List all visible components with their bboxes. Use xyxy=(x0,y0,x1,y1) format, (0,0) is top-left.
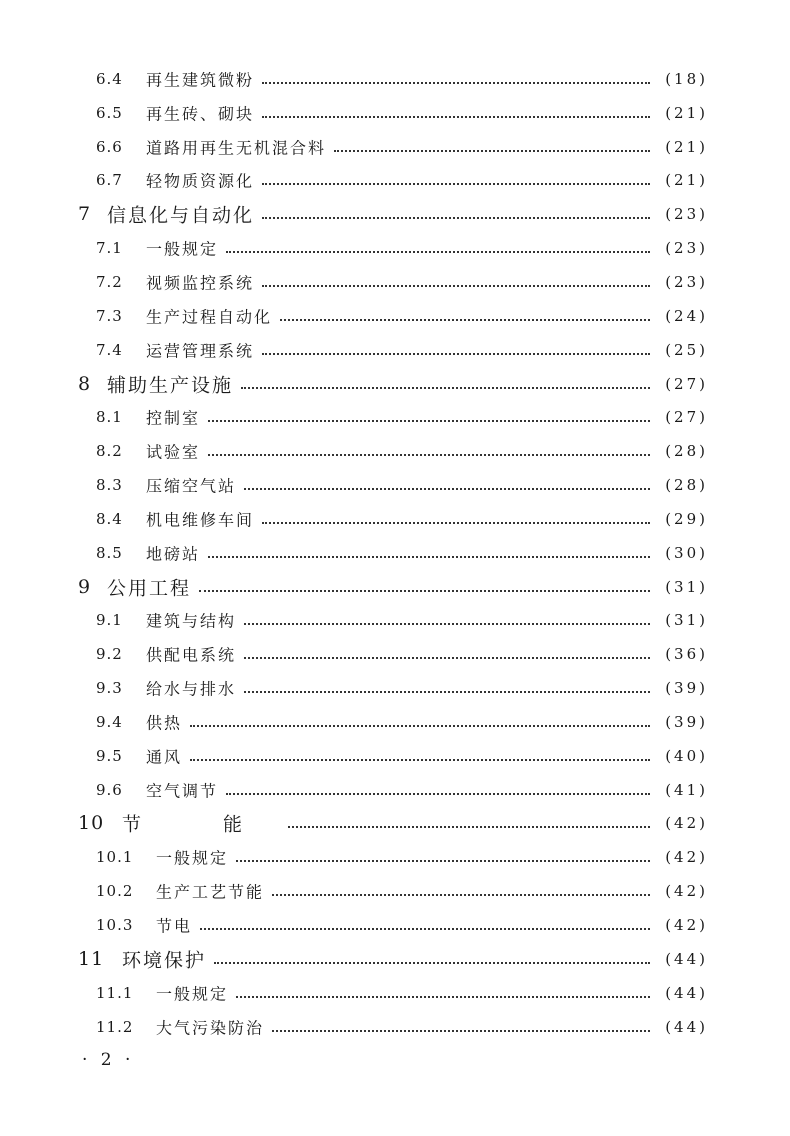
toc-leader-dots xyxy=(199,590,650,592)
toc-entry-title: 再生建筑微粉 xyxy=(146,70,255,90)
toc-entry-title: 环境保护 xyxy=(122,949,207,972)
toc-section-row xyxy=(0,231,790,265)
toc-leader-dots xyxy=(236,860,650,862)
toc-entry-title: 一般规定 xyxy=(156,848,229,868)
toc-entry-page: (44) xyxy=(665,1017,708,1036)
toc-leader-dots xyxy=(244,657,650,659)
toc-entry-page: (42) xyxy=(665,882,708,901)
toc-entry-title: 大气污染防治 xyxy=(156,1018,265,1038)
toc-leader-dots xyxy=(288,826,650,828)
toc-entry-number: 8.4 xyxy=(96,509,123,528)
toc-entry-title: 机电维修车间 xyxy=(146,510,255,530)
toc-entry-page: (31) xyxy=(665,611,708,630)
toc-section-row xyxy=(0,434,790,468)
toc-section-row xyxy=(0,773,790,807)
toc-entry-title: 节 能 xyxy=(122,813,281,836)
toc-section-row xyxy=(0,874,790,908)
toc-entry-title: 通风 xyxy=(146,747,183,767)
toc-entry-page: (39) xyxy=(665,679,708,698)
toc-section-row xyxy=(0,976,790,1010)
toc-entry-title: 给水与排水 xyxy=(146,679,237,699)
toc-entry-number: 7.3 xyxy=(96,306,123,325)
toc-entry-page: (40) xyxy=(665,746,708,765)
toc-entry-page: (21) xyxy=(665,103,708,122)
toc-entry-page: (28) xyxy=(665,442,708,461)
toc-leader-dots xyxy=(244,623,650,625)
toc-section-row xyxy=(0,333,790,367)
toc-entry-page: (27) xyxy=(665,408,708,427)
toc-entry-page: (39) xyxy=(665,712,708,731)
toc-entry-number: 8.2 xyxy=(96,442,123,461)
toc-section-row xyxy=(0,130,790,164)
toc-entry-page: (24) xyxy=(665,306,708,325)
toc-leader-dots xyxy=(226,793,650,795)
toc-entry-page: (30) xyxy=(665,543,708,562)
toc-entry-number: 7 xyxy=(78,203,92,226)
toc-leader-dots xyxy=(262,183,650,185)
toc-entry-page: (23) xyxy=(665,205,708,224)
toc-entry-title: 试验室 xyxy=(146,442,201,462)
toc-section-row xyxy=(0,502,790,536)
toc-entry-number: 8.5 xyxy=(96,543,123,562)
toc-entry-title: 供热 xyxy=(146,713,183,733)
toc-entry-title: 运营管理系统 xyxy=(146,341,255,361)
toc-entry-page: (18) xyxy=(665,69,708,88)
toc-entry-number: 9.6 xyxy=(96,780,123,799)
toc-entry-page: (42) xyxy=(665,848,708,867)
toc-leader-dots xyxy=(262,285,650,287)
toc-entry-number: 7.1 xyxy=(96,239,123,258)
toc-entry-page: (25) xyxy=(665,340,708,359)
toc-leader-dots xyxy=(262,522,650,524)
toc-entry-title: 再生砖、砌块 xyxy=(146,104,255,124)
toc-section-row xyxy=(0,671,790,705)
toc-entry-title: 道路用再生无机混合料 xyxy=(146,138,327,158)
toc-entry-page: (36) xyxy=(665,645,708,664)
toc-section-row xyxy=(0,637,790,671)
toc-entry-number: 9.5 xyxy=(96,746,123,765)
toc-leader-dots xyxy=(190,725,650,727)
toc-chapter-row xyxy=(0,570,790,604)
toc-entry-page: (27) xyxy=(665,374,708,393)
toc-entry-page: (31) xyxy=(665,577,708,596)
toc-entry-title: 建筑与结构 xyxy=(146,611,237,631)
toc-section-row xyxy=(0,468,790,502)
toc-leader-dots xyxy=(200,928,650,930)
toc-entry-page: (42) xyxy=(665,916,708,935)
toc-entry-number: 6.4 xyxy=(96,69,123,88)
page-number: · 2 · xyxy=(82,1050,135,1070)
toc-entry-number: 6.7 xyxy=(96,171,123,190)
toc-chapter-row xyxy=(0,367,790,401)
toc-section-row xyxy=(0,265,790,299)
toc-entry-title: 视频监控系统 xyxy=(146,273,255,293)
toc-entry-title: 空气调节 xyxy=(146,781,219,801)
toc-leader-dots xyxy=(208,556,650,558)
toc-entry-number: 9.2 xyxy=(96,645,123,664)
toc-entry-number: 10.1 xyxy=(96,848,134,867)
toc-entry-number: 11 xyxy=(78,947,105,970)
toc-section-row xyxy=(0,400,790,434)
toc-entry-number: 9.4 xyxy=(96,712,123,731)
toc-leader-dots xyxy=(190,759,650,761)
toc-section-row xyxy=(0,705,790,739)
toc-leader-dots xyxy=(262,82,650,84)
toc-leader-dots xyxy=(280,319,650,321)
toc-entry-title: 地磅站 xyxy=(146,544,201,564)
toc-entry-number: 10.2 xyxy=(96,882,134,901)
table-of-contents xyxy=(0,62,790,1043)
toc-entry-title: 生产过程自动化 xyxy=(146,307,273,327)
toc-entry-number: 7.4 xyxy=(96,340,123,359)
toc-section-row xyxy=(0,604,790,638)
toc-leader-dots xyxy=(226,251,650,253)
toc-entry-title: 生产工艺节能 xyxy=(156,882,265,902)
toc-chapter-row xyxy=(0,807,790,841)
toc-entry-title: 节电 xyxy=(156,916,193,936)
toc-section-row xyxy=(0,1010,790,1044)
toc-entry-number: 10 xyxy=(78,812,105,835)
toc-entry-page: (28) xyxy=(665,476,708,495)
toc-leader-dots xyxy=(244,691,650,693)
toc-section-row xyxy=(0,299,790,333)
toc-leader-dots xyxy=(334,150,650,152)
toc-entry-title: 辅助生产设施 xyxy=(107,374,234,397)
toc-entry-page: (21) xyxy=(665,171,708,190)
toc-entry-number: 11.1 xyxy=(96,983,134,1002)
toc-leader-dots xyxy=(241,387,650,389)
toc-entry-number: 8.3 xyxy=(96,476,123,495)
toc-entry-title: 信息化与自动化 xyxy=(107,204,255,227)
toc-entry-page: (23) xyxy=(665,272,708,291)
toc-chapter-row xyxy=(0,197,790,231)
toc-entry-page: (29) xyxy=(665,509,708,528)
toc-entry-number: 9 xyxy=(78,575,92,598)
toc-entry-title: 压缩空气站 xyxy=(146,476,237,496)
toc-entry-page: (42) xyxy=(665,814,708,833)
toc-leader-dots xyxy=(208,454,650,456)
toc-section-row xyxy=(0,536,790,570)
toc-entry-title: 轻物质资源化 xyxy=(146,171,255,191)
toc-section-row xyxy=(0,96,790,130)
toc-leader-dots xyxy=(244,488,650,490)
toc-entry-number: 8 xyxy=(78,372,92,395)
toc-entry-page: (44) xyxy=(665,949,708,968)
toc-entry-page: (41) xyxy=(665,780,708,799)
toc-entry-title: 一般规定 xyxy=(146,239,219,259)
toc-entry-title: 一般规定 xyxy=(156,984,229,1004)
toc-leader-dots xyxy=(262,217,650,219)
toc-entry-number: 9.1 xyxy=(96,611,123,630)
toc-leader-dots xyxy=(262,353,650,355)
toc-entry-number: 11.2 xyxy=(96,1017,134,1036)
toc-entry-number: 7.2 xyxy=(96,272,123,291)
toc-section-row xyxy=(0,164,790,198)
toc-entry-number: 6.6 xyxy=(96,137,123,156)
toc-entry-title: 供配电系统 xyxy=(146,645,237,665)
toc-section-row xyxy=(0,62,790,96)
toc-section-row xyxy=(0,739,790,773)
toc-entry-page: (21) xyxy=(665,137,708,156)
toc-entry-number: 10.3 xyxy=(96,916,134,935)
toc-leader-dots xyxy=(236,996,650,998)
toc-section-row xyxy=(0,840,790,874)
toc-leader-dots xyxy=(208,420,650,422)
toc-entry-title: 控制室 xyxy=(146,408,201,428)
toc-leader-dots xyxy=(214,962,650,964)
toc-entry-title: 公用工程 xyxy=(107,577,192,600)
toc-entry-number: 8.1 xyxy=(96,408,123,427)
toc-chapter-row xyxy=(0,942,790,976)
toc-entry-page: (44) xyxy=(665,983,708,1002)
toc-leader-dots xyxy=(262,116,650,118)
toc-leader-dots xyxy=(272,1030,650,1032)
toc-leader-dots xyxy=(272,894,650,896)
toc-entry-page: (23) xyxy=(665,239,708,258)
toc-entry-number: 6.5 xyxy=(96,103,123,122)
toc-section-row xyxy=(0,908,790,942)
toc-entry-number: 9.3 xyxy=(96,679,123,698)
